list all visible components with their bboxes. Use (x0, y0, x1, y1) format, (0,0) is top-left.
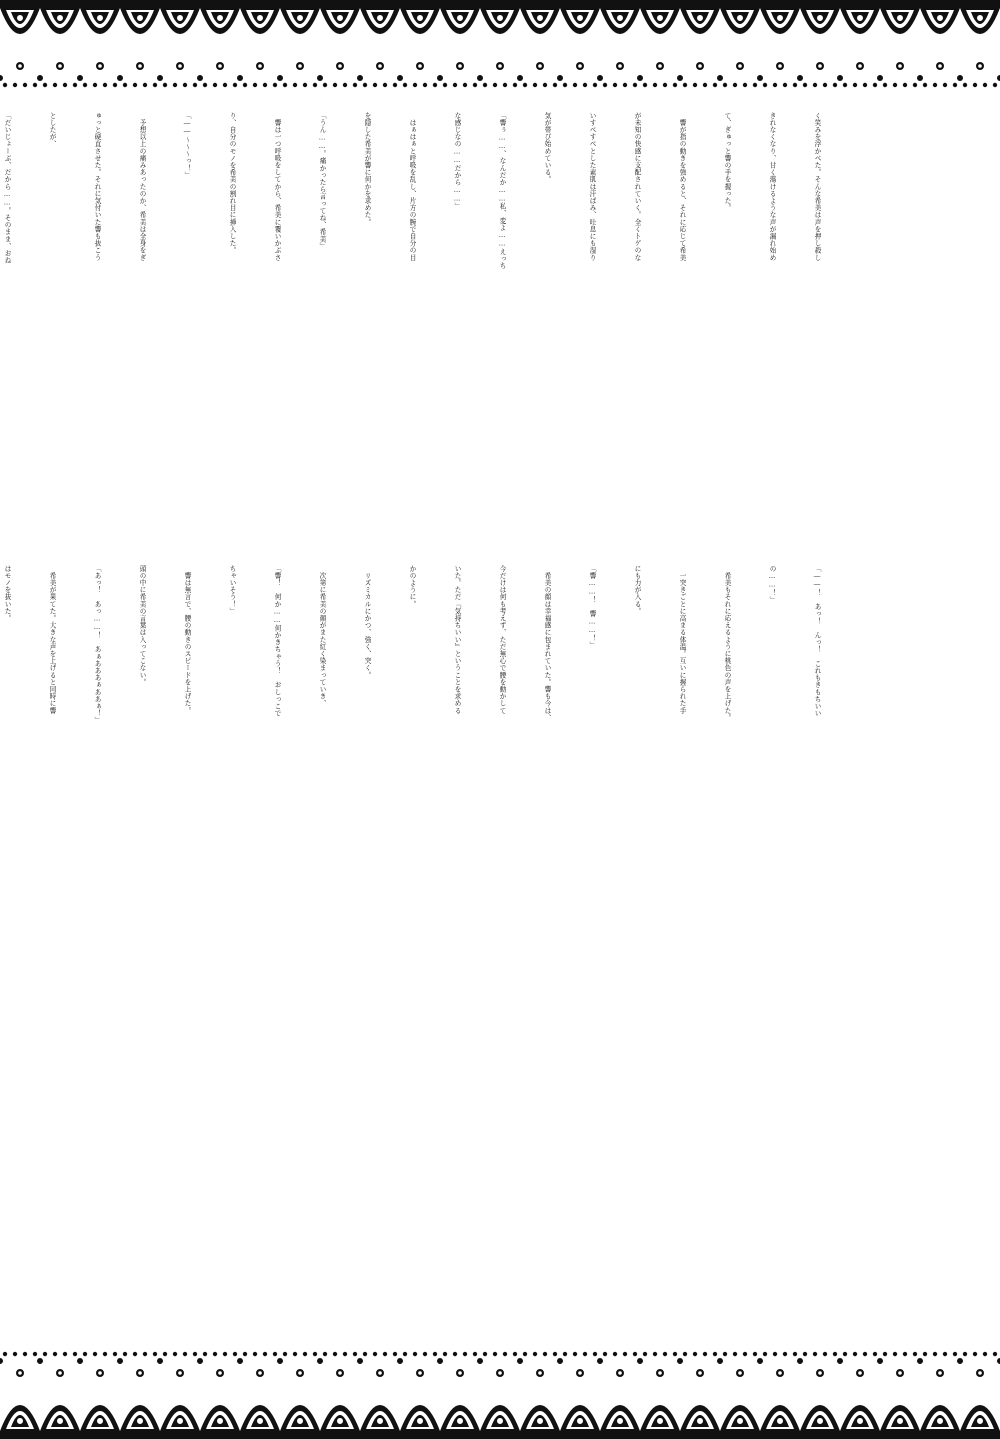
text-column: く笑みを浮かべた。そんな希美は声を押し殺し (813, 112, 821, 262)
text-column: 頭の中に希美の言葉は入ってこない。 (138, 565, 146, 686)
text-column: 「響……！ 響……！」 (588, 565, 596, 649)
text-column: 気が帯び始めている。 (543, 112, 551, 183)
text-column: いすべすべとした素肌は汗ばみ、吐息にも湿り (588, 112, 596, 262)
text-column: 「響ぅ……、なんだか……私、変よ……えっち (498, 112, 506, 270)
text-column: 「響！ 何か……何かきちゃう！ おしっこで (273, 565, 281, 717)
text-column: 一突きごとに高まる体温。互いに握られた手 (678, 565, 686, 715)
lace-border-top (0, 0, 1000, 92)
text-column: 次第に希美の顔がまた紅く染まっていき、 (318, 565, 326, 707)
text-column: 「――！ あっ！ んっ！ これもきもちいい (813, 565, 821, 717)
text-column: 希美の顔は幸福感に包まれていた。響も今は、 (543, 565, 551, 722)
text-column: を隠した希美が響に何かを求めた。 (363, 112, 371, 226)
text-column: 「――～～～っ！」 (183, 112, 191, 179)
text-column: 今だけは何も考えず、ただ無心で腰を動かして (498, 565, 506, 715)
text-column: ちゃいそう！」 (228, 565, 236, 615)
lace-pattern-bottom (0, 1347, 1000, 1439)
text-column: 希美が果てた。大きな声を上げると同時に響 (48, 565, 56, 715)
text-column: にも力が入る。 (633, 565, 641, 615)
text-column: はぁはぁと呼吸を乱し、片方の腕で自分の目 (408, 112, 416, 262)
text-column: 「うん……。痛かったら言ってね、希美」 (318, 112, 326, 250)
text-column: リズミカルにかつ、強く、突く。 (363, 565, 371, 679)
text-column: 響が指の動きを強めると、それに応じて希美 (678, 112, 686, 262)
text-block-upper (3, 112, 854, 542)
text-column: はモノを抜いた。 (3, 565, 11, 622)
text-column: な感じなの……だから……」 (453, 112, 461, 210)
text-column: 響は一つ呼吸をしてから、希美に覆いかぶさ (273, 112, 281, 262)
text-column: ゅっと硬直させた。それに気付いた響も抜こう (93, 112, 101, 262)
text-column: きれなくなり、甘く蕩けるような声が漏れ始め (768, 112, 776, 262)
text-column: いた。ただ『気持ちいい』ということを求める (453, 565, 461, 715)
text-column: り、自分のモノを希美の割れ目に挿入した。 (228, 112, 236, 254)
text-column: 予想以上の痛みあったのか、希美は全身をぎ (138, 112, 146, 262)
text-column: 「だいじょーぶ、だから……。そのまま、おね (3, 112, 11, 264)
lace-border-bottom (0, 1347, 1000, 1439)
text-block-lower (3, 565, 854, 1285)
text-column: かのように。 (408, 565, 416, 608)
lace-pattern-top (0, 0, 1000, 92)
text-column: 希美もそれに応えるように桃色の声を上げた。 (723, 565, 731, 722)
text-column: 「あっ！ あっ……！ あぁあああぁああぁ！」 (93, 565, 101, 724)
text-column: て、ぎゅっと響の手を握った。 (723, 112, 731, 212)
text-column: の……！」 (768, 565, 776, 604)
text-column: が未知の快感に支配されていく。全くトゲのな (633, 112, 641, 262)
text-column: としたが、 (48, 112, 56, 148)
text-column: 響は無言で、腰の動きのスピードを上げた。 (183, 565, 191, 715)
